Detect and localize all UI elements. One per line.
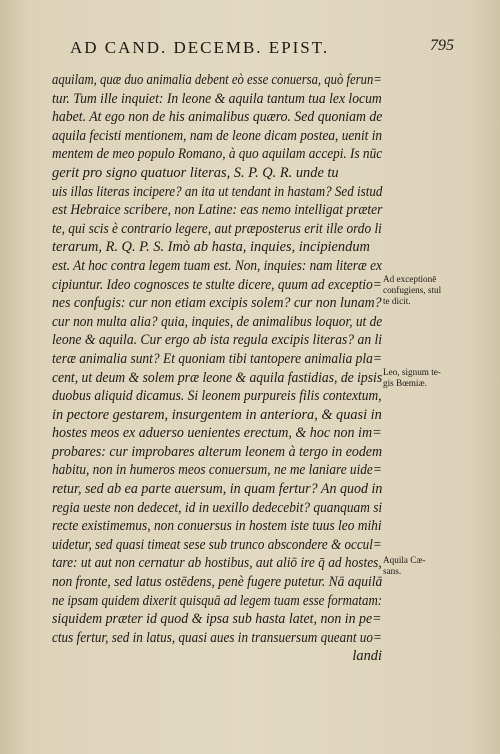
text-line: habitu, non in humeros meos conuersum, ne me laniare uide= bbox=[52, 462, 382, 479]
text-line: leone & aquila. Cur ergo ab ista regula excipis literas? an li bbox=[52, 332, 383, 349]
text-line: non fronte, sed latus ostēdens, penè fugere putetur. Nā aquilā bbox=[52, 574, 383, 591]
text-line: probares: cur improbares alterum leonem à tergo in eodem bbox=[52, 443, 383, 460]
text-line: duobus aliquid dicamus. Si leonem purpureis filis contextum, bbox=[52, 388, 382, 405]
margin-note-line: sans. bbox=[383, 566, 402, 576]
text-line: tare: ut aut non cernatur ab hostibus, aut aliō ire q̄ ad hostes, bbox=[52, 555, 382, 572]
margin-note-line: gis Bœmiæ. bbox=[383, 378, 427, 388]
text-line: cipiuntur. Ideo cognosces te stulte dicere, quum ad exceptio= bbox=[52, 276, 382, 293]
text-line: ctus fertur, sed in latus, quasi aues in transuersum queant uo= bbox=[52, 629, 382, 646]
margin-note-exceptions bbox=[383, 274, 483, 307]
text-line: mentem de meo populo Romano, à quo aquilam accepi. Is nūc bbox=[52, 146, 383, 163]
margin-note-eagle bbox=[383, 555, 483, 577]
text-line: terarum, R. Q. P. S. Imò ab hasta, inquies, incipiendum bbox=[52, 239, 370, 256]
margin-note-line: te dicit. bbox=[383, 296, 411, 306]
text-line: in pectore gestarem, insurgentem in anteriora, & quasi in bbox=[52, 406, 382, 423]
text-line: cur non multa alia? quia, inquies, de animalibus loquor, ut de bbox=[52, 313, 383, 330]
main-text-block bbox=[52, 71, 382, 666]
text-line: recte existimemus, non conuersus in hostem iste tuus leo mihi bbox=[52, 518, 382, 535]
text-line: uis illas literas incipere? an ita ut tendant in hastam? Sed istud bbox=[52, 183, 383, 200]
text-line: gerit pro signo quatuor literas, S. P. Q. R. unde tu bbox=[52, 164, 339, 181]
text-line: est Hebraice scribere, non Latine: eas nemo intelligat præter bbox=[52, 202, 383, 219]
text-line: te, qui scis è contrario legere, aut præposterus erit ille ordo li bbox=[52, 220, 382, 237]
text-line: retur, sed ab ea parte auersum, in quam fertur? An quod in bbox=[52, 481, 383, 498]
text-line: siquidem præter id quod & ipsa sub hasta latet, non in pe= bbox=[52, 611, 382, 628]
text-line: landi bbox=[352, 648, 382, 665]
text-line: nes confugis: cur non etiam excipis solem? cur non lunam? bbox=[52, 295, 382, 312]
text-line: habet. At ego non de his animalibus quæro. Sed quoniam de bbox=[52, 109, 383, 126]
margin-note-line: confugiens, stul bbox=[383, 285, 442, 295]
text-line: aquilam, quæ duo animalia debent eò esse conuersa, quò ferun= bbox=[52, 72, 382, 88]
margin-note-line: Leo, signum te- bbox=[383, 367, 441, 377]
text-line: hostes meos ex aduerso uenientes erectum, & hoc non im= bbox=[52, 425, 382, 442]
margin-note-lion-sign bbox=[383, 367, 483, 389]
text-line: tur. Tum ille inquiet: In leone & aquila tantum tua lex locum bbox=[52, 90, 382, 107]
text-line: teræ animalia sunt? Et quoniam tibi tantopere animalia pla= bbox=[52, 350, 382, 367]
text-line: aquila fecisti mentionem, nam de leone dicam postea, uenit in bbox=[52, 127, 383, 144]
text-line: est. At hoc contra legem tuam est. Non, inquies: nam literæ ex bbox=[52, 257, 382, 274]
text-line: regia ueste non dedecet, id in uexillo dedecebit? quanquam si bbox=[52, 499, 383, 516]
page-number: 795 bbox=[430, 37, 454, 54]
text-line: ne ipsam quidem dixerit quisquā ad legem tuam esse formatam: bbox=[52, 592, 383, 609]
text-line: uidetur, sed quasi timeat sese sub trunco abscondere & occul= bbox=[52, 536, 382, 553]
margin-note-line: Ad exceptionē bbox=[383, 274, 437, 284]
running-title: AD CAND. DECEMB. EPIST. bbox=[70, 38, 330, 57]
text-line: cent, ut deum & solem præ leone & aquila fastidias, de ipsis bbox=[52, 369, 383, 386]
margin-note-line: Aquila Cæ- bbox=[383, 555, 426, 565]
